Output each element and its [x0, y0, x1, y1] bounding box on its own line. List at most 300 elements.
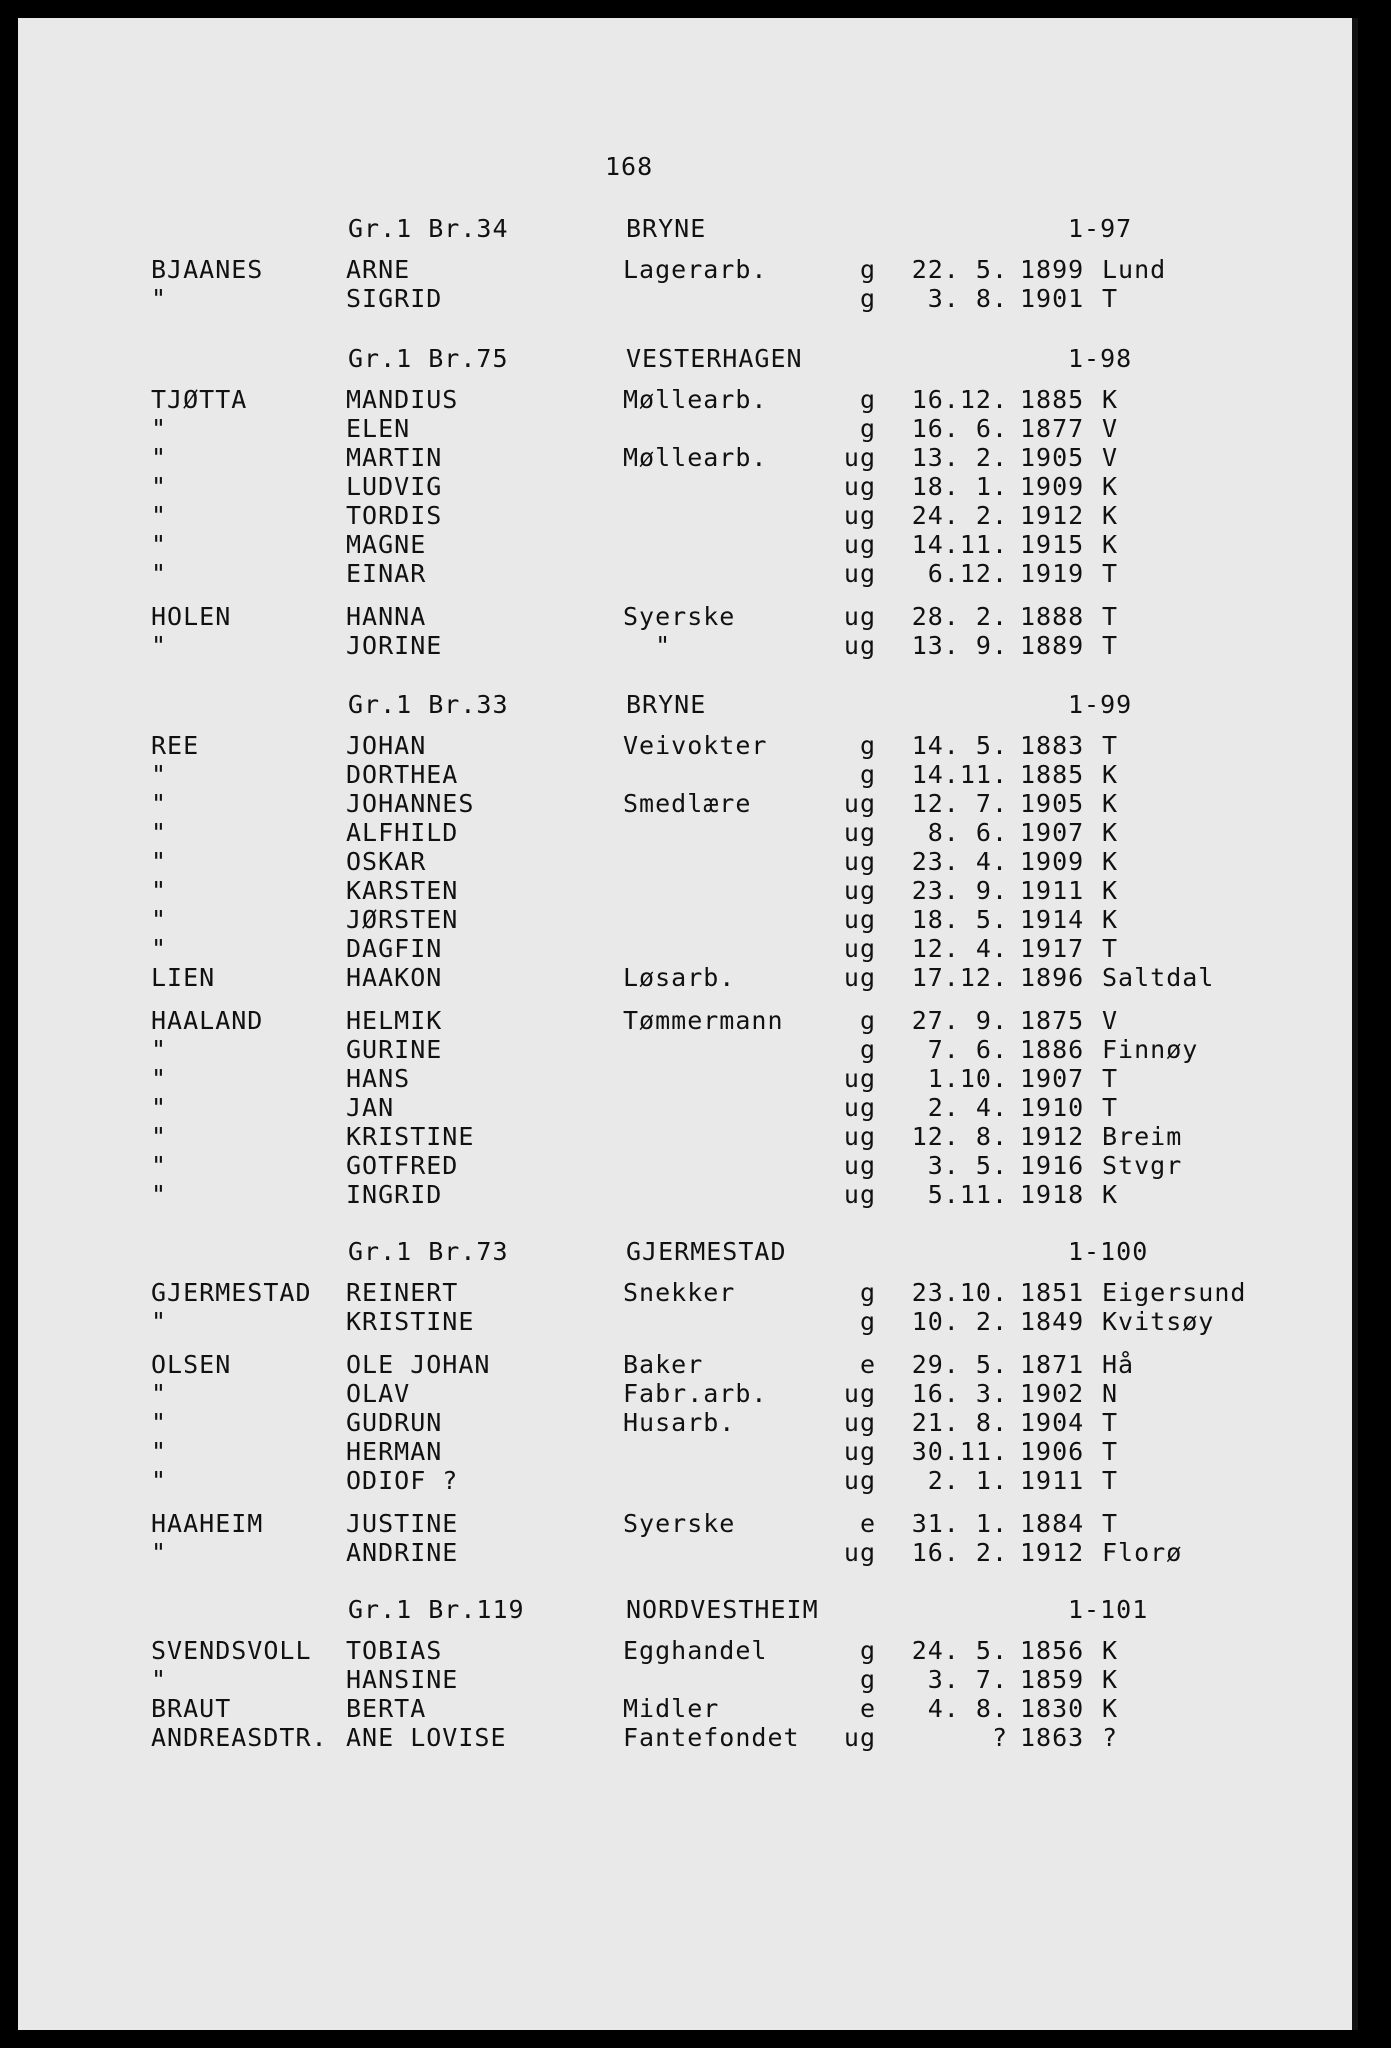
birth-year: 1915 [1020, 530, 1085, 559]
first-name: HERMAN [346, 1437, 443, 1466]
birth-parish: Stvgr [1102, 1151, 1183, 1180]
first-name: JOHAN [346, 731, 427, 760]
person-row [18, 1350, 1358, 1379]
first-name: JORINE [346, 631, 443, 660]
marital-status: g [859, 284, 876, 313]
birth-parish: T [1102, 934, 1119, 963]
birth-parish: K [1102, 847, 1119, 876]
person-row [18, 284, 1358, 313]
birth-parish: Breim [1102, 1122, 1183, 1151]
birth-year: 1904 [1020, 1408, 1085, 1437]
occupation: Syerske [623, 602, 736, 631]
person-row [18, 1509, 1358, 1538]
birth-date: 24. 2. [911, 501, 1008, 530]
marital-status: ug [843, 1538, 876, 1567]
person-row [18, 559, 1358, 588]
birth-date: 23. 9. [911, 876, 1008, 905]
surname: " [151, 760, 168, 789]
marital-status: ug [843, 905, 876, 934]
birth-parish: K [1102, 876, 1119, 905]
place-name: BRYNE [626, 214, 707, 243]
occupation: Møllearb. [623, 385, 768, 414]
birth-parish: K [1102, 1636, 1119, 1665]
marital-status: g [859, 1665, 876, 1694]
first-name: JØRSTEN [346, 905, 459, 934]
person-row [18, 760, 1358, 789]
marital-status: ug [843, 1180, 876, 1209]
birth-year: 1851 [1020, 1278, 1085, 1307]
birth-date: 2. 4. [927, 1093, 1008, 1122]
first-name: JUSTINE [346, 1509, 459, 1538]
birth-date: 2. 1. [927, 1466, 1008, 1495]
birth-date: 18. 1. [911, 472, 1008, 501]
person-row [18, 255, 1358, 284]
surname: BJAANES [151, 255, 264, 284]
first-name: TOBIAS [346, 1636, 443, 1665]
first-name: HELMIK [346, 1006, 443, 1035]
birth-year: 1905 [1020, 443, 1085, 472]
birth-date: 30.11. [911, 1437, 1008, 1466]
household-header [18, 1237, 1358, 1266]
household-code: 1-101 [1068, 1595, 1149, 1624]
marital-status: ug [843, 559, 876, 588]
first-name: KARSTEN [346, 876, 459, 905]
marital-status: ug [843, 1408, 876, 1437]
surname: " [151, 1064, 168, 1093]
surname: " [151, 847, 168, 876]
birth-parish: T [1102, 731, 1119, 760]
surname: " [151, 501, 168, 530]
birth-parish: Lund [1102, 255, 1167, 284]
marital-status: ug [843, 1122, 876, 1151]
birth-year: 1909 [1020, 847, 1085, 876]
birth-parish: T [1102, 602, 1119, 631]
birth-date: 31. 1. [911, 1509, 1008, 1538]
birth-date: 12. 7. [911, 789, 1008, 818]
occupation: Møllearb. [623, 443, 768, 472]
birth-date: 3. 8. [927, 284, 1008, 313]
occupation: Midler [623, 1694, 720, 1723]
marital-status: g [859, 1006, 876, 1035]
household-block [18, 1237, 1358, 1567]
surname: " [151, 1437, 168, 1466]
person-row [18, 602, 1358, 631]
birth-date: 17.12. [911, 963, 1008, 992]
birth-year: 1863 [1020, 1723, 1085, 1752]
surname: TJØTTA [151, 385, 248, 414]
surname: SVENDSVOLL [151, 1636, 312, 1665]
person-row [18, 1093, 1358, 1122]
person-row [18, 1064, 1358, 1093]
birth-date: 1.10. [927, 1064, 1008, 1093]
first-name: JAN [346, 1093, 395, 1122]
birth-year: 1888 [1020, 602, 1085, 631]
birth-parish: K [1102, 385, 1119, 414]
surname: " [151, 1408, 168, 1437]
birth-year: 1885 [1020, 385, 1085, 414]
person-row [18, 1006, 1358, 1035]
birth-date: 13. 2. [911, 443, 1008, 472]
birth-parish: K [1102, 818, 1119, 847]
marital-status: ug [843, 1151, 876, 1180]
occupation: Snekker [623, 1278, 736, 1307]
first-name: TORDIS [346, 501, 443, 530]
page-number: 168 [605, 152, 654, 181]
household-code: 1-99 [1068, 690, 1133, 719]
first-name: HANNA [346, 602, 427, 631]
marital-status: g [859, 414, 876, 443]
birth-year: 1910 [1020, 1093, 1085, 1122]
household-block [18, 214, 1358, 313]
group-building-number: Gr.1 Br.34 [348, 214, 509, 243]
birth-year: 1916 [1020, 1151, 1085, 1180]
first-name: SIGRID [346, 284, 443, 313]
surname: " [151, 414, 168, 443]
birth-date: 12. 4. [911, 934, 1008, 963]
person-row [18, 1665, 1358, 1694]
person-row [18, 1035, 1358, 1064]
birth-year: 1877 [1020, 414, 1085, 443]
surname: " [151, 818, 168, 847]
birth-date: 29. 5. [911, 1350, 1008, 1379]
marital-status: ug [843, 1093, 876, 1122]
birth-date: 24. 5. [911, 1636, 1008, 1665]
surname: " [151, 1466, 168, 1495]
birth-date: 8. 6. [927, 818, 1008, 847]
household-block [18, 690, 1358, 1209]
marital-status: g [859, 1035, 876, 1064]
birth-parish: K [1102, 501, 1119, 530]
birth-date: 27. 9. [911, 1006, 1008, 1035]
occupation: Løsarb. [623, 963, 736, 992]
person-row [18, 1408, 1358, 1437]
birth-year: 1901 [1020, 284, 1085, 313]
birth-date: 3. 7. [927, 1665, 1008, 1694]
marital-status: e [859, 1694, 876, 1723]
birth-year: 1889 [1020, 631, 1085, 660]
birth-date: 14.11. [911, 760, 1008, 789]
household-code: 1-100 [1068, 1237, 1149, 1266]
birth-parish: T [1102, 631, 1119, 660]
birth-parish: Hå [1102, 1350, 1135, 1379]
surname: " [151, 443, 168, 472]
household-header [18, 214, 1358, 243]
birth-year: 1859 [1020, 1665, 1085, 1694]
birth-date: 6.12. [927, 559, 1008, 588]
household-code: 1-98 [1068, 344, 1133, 373]
first-name: ANE LOVISE [346, 1723, 507, 1752]
first-name: MANDIUS [346, 385, 459, 414]
birth-parish: T [1102, 1437, 1119, 1466]
person-row [18, 1538, 1358, 1567]
person-row [18, 530, 1358, 559]
birth-date: 3. 5. [927, 1151, 1008, 1180]
household-block [18, 1595, 1358, 1752]
birth-year: 1911 [1020, 876, 1085, 905]
marital-status: ug [843, 847, 876, 876]
birth-year: 1886 [1020, 1035, 1085, 1064]
surname: HAALAND [151, 1006, 264, 1035]
birth-parish: V [1102, 443, 1119, 472]
first-name: EINAR [346, 559, 427, 588]
first-name: ARNE [346, 255, 411, 284]
first-name: KRISTINE [346, 1122, 475, 1151]
occupation: Tømmermann [623, 1006, 784, 1035]
first-name: ALFHILD [346, 818, 459, 847]
birth-year: 1907 [1020, 818, 1085, 847]
birth-parish: V [1102, 414, 1119, 443]
birth-year: 1896 [1020, 963, 1085, 992]
surname: " [151, 1538, 168, 1567]
household-code: 1-97 [1068, 214, 1133, 243]
first-name: INGRID [346, 1180, 443, 1209]
person-row [18, 1180, 1358, 1209]
surname: " [151, 1180, 168, 1209]
birth-parish: ? [1102, 1723, 1119, 1752]
birth-parish: K [1102, 905, 1119, 934]
occupation: Syerske [623, 1509, 736, 1538]
person-row [18, 1151, 1358, 1180]
birth-year: 1918 [1020, 1180, 1085, 1209]
marital-status: ug [843, 818, 876, 847]
person-row [18, 1122, 1358, 1151]
marital-status: ug [843, 1466, 876, 1495]
birth-year: 1830 [1020, 1694, 1085, 1723]
marital-status: ug [843, 1437, 876, 1466]
birth-parish: Florø [1102, 1538, 1183, 1567]
birth-date: 13. 9. [911, 631, 1008, 660]
group-building-number: Gr.1 Br.119 [348, 1595, 525, 1624]
birth-date: 16. 6. [911, 414, 1008, 443]
place-name: VESTERHAGEN [626, 344, 803, 373]
first-name: OLAV [346, 1379, 411, 1408]
marital-status: g [859, 731, 876, 760]
occupation: Fantefondet [623, 1723, 800, 1752]
first-name: MARTIN [346, 443, 443, 472]
occupation: Smedlære [623, 789, 752, 818]
birth-parish: T [1102, 559, 1119, 588]
person-row [18, 847, 1358, 876]
birth-parish: K [1102, 1665, 1119, 1694]
surname: " [151, 631, 168, 660]
birth-year: 1909 [1020, 472, 1085, 501]
birth-parish: K [1102, 789, 1119, 818]
birth-date: ? [991, 1723, 1008, 1752]
birth-parish: Kvitsøy [1102, 1307, 1215, 1336]
birth-year: 1856 [1020, 1636, 1085, 1665]
birth-year: 1884 [1020, 1509, 1085, 1538]
birth-year: 1912 [1020, 501, 1085, 530]
person-row [18, 963, 1358, 992]
birth-year: 1902 [1020, 1379, 1085, 1408]
surname: " [151, 530, 168, 559]
surname: " [151, 1122, 168, 1151]
birth-date: 14. 5. [911, 731, 1008, 760]
household-header [18, 1595, 1358, 1624]
birth-date: 16. 3. [911, 1379, 1008, 1408]
birth-year: 1907 [1020, 1064, 1085, 1093]
person-row [18, 1437, 1358, 1466]
birth-date: 18. 5. [911, 905, 1008, 934]
first-name: MAGNE [346, 530, 427, 559]
surname: " [151, 559, 168, 588]
first-name: LUDVIG [346, 472, 443, 501]
birth-year: 1917 [1020, 934, 1085, 963]
first-name: HANS [346, 1064, 411, 1093]
person-row [18, 631, 1358, 660]
surname: " [151, 876, 168, 905]
birth-year: 1849 [1020, 1307, 1085, 1336]
household-header [18, 690, 1358, 719]
person-row [18, 1466, 1358, 1495]
first-name: OSKAR [346, 847, 427, 876]
birth-date: 7. 6. [927, 1035, 1008, 1064]
marital-status: ug [843, 602, 876, 631]
first-name: ODIOF ? [346, 1466, 459, 1495]
marital-status: g [859, 255, 876, 284]
person-row [18, 789, 1358, 818]
first-name: OLE JOHAN [346, 1350, 491, 1379]
birth-year: 1906 [1020, 1437, 1085, 1466]
birth-date: 28. 2. [911, 602, 1008, 631]
marital-status: e [859, 1509, 876, 1538]
birth-date: 4. 8. [927, 1694, 1008, 1723]
first-name: DORTHEA [346, 760, 459, 789]
birth-parish: T [1102, 1466, 1119, 1495]
first-name: KRISTINE [346, 1307, 475, 1336]
marital-status: ug [843, 1064, 876, 1093]
birth-date: 16.12. [911, 385, 1008, 414]
person-row [18, 1307, 1358, 1336]
birth-parish: Saltdal [1102, 963, 1215, 992]
person-row [18, 501, 1358, 530]
person-row [18, 876, 1358, 905]
place-name: GJERMESTAD [626, 1237, 787, 1266]
household-header [18, 344, 1358, 373]
birth-date: 23. 4. [911, 847, 1008, 876]
birth-parish: K [1102, 1180, 1119, 1209]
marital-status: ug [843, 876, 876, 905]
birth-year: 1885 [1020, 760, 1085, 789]
birth-parish: K [1102, 760, 1119, 789]
surname: OLSEN [151, 1350, 232, 1379]
first-name: HAAKON [346, 963, 443, 992]
birth-year: 1871 [1020, 1350, 1085, 1379]
birth-parish: T [1102, 284, 1119, 313]
marital-status: ug [843, 789, 876, 818]
birth-year: 1905 [1020, 789, 1085, 818]
person-row [18, 1379, 1358, 1408]
birth-date: 10. 2. [911, 1307, 1008, 1336]
surname: REE [151, 731, 200, 760]
birth-parish: K [1102, 1694, 1119, 1723]
surname: " [151, 1151, 168, 1180]
surname: BRAUT [151, 1694, 232, 1723]
surname: " [151, 905, 168, 934]
person-row [18, 1694, 1358, 1723]
birth-parish: T [1102, 1093, 1119, 1122]
birth-year: 1883 [1020, 731, 1085, 760]
birth-parish: T [1102, 1509, 1119, 1538]
marital-status: g [859, 1307, 876, 1336]
marital-status: ug [843, 501, 876, 530]
person-row [18, 934, 1358, 963]
birth-year: 1899 [1020, 255, 1085, 284]
surname: ANDREASDTR. [151, 1723, 328, 1752]
surname: " [151, 1307, 168, 1336]
surname: " [151, 789, 168, 818]
birth-year: 1912 [1020, 1538, 1085, 1567]
person-row [18, 414, 1358, 443]
occupation: Lagerarb. [623, 255, 768, 284]
surname: " [151, 1665, 168, 1694]
birth-parish: V [1102, 1006, 1119, 1035]
person-row [18, 472, 1358, 501]
marital-status: ug [843, 443, 876, 472]
person-row [18, 731, 1358, 760]
marital-status: g [859, 1278, 876, 1307]
occupation: Fabr.arb. [623, 1379, 768, 1408]
person-row [18, 443, 1358, 472]
birth-parish: K [1102, 530, 1119, 559]
surname: GJERMESTAD [151, 1278, 312, 1307]
surname: " [151, 1379, 168, 1408]
surname: " [151, 284, 168, 313]
marital-status: e [859, 1350, 876, 1379]
surname: " [151, 1035, 168, 1064]
occupation: Husarb. [623, 1408, 736, 1437]
surname: HAAHEIM [151, 1509, 264, 1538]
surname: " [151, 1093, 168, 1122]
first-name: GURINE [346, 1035, 443, 1064]
first-name: ELEN [346, 414, 411, 443]
first-name: BERTA [346, 1694, 427, 1723]
birth-date: 5.11. [927, 1180, 1008, 1209]
birth-parish: K [1102, 472, 1119, 501]
first-name: REINERT [346, 1278, 459, 1307]
surname: " [151, 934, 168, 963]
occupation: Baker [623, 1350, 704, 1379]
marital-status: ug [843, 472, 876, 501]
person-row [18, 1723, 1358, 1752]
birth-year: 1912 [1020, 1122, 1085, 1151]
first-name: ANDRINE [346, 1538, 459, 1567]
person-row [18, 818, 1358, 847]
birth-date: 12. 8. [911, 1122, 1008, 1151]
surname: HOLEN [151, 602, 232, 631]
birth-parish: Eigersund [1102, 1278, 1247, 1307]
first-name: HANSINE [346, 1665, 459, 1694]
birth-date: 14.11. [911, 530, 1008, 559]
first-name: GOTFRED [346, 1151, 459, 1180]
birth-date: 21. 8. [911, 1408, 1008, 1437]
place-name: NORDVESTHEIM [626, 1595, 819, 1624]
birth-date: 22. 5. [911, 255, 1008, 284]
marital-status: ug [843, 934, 876, 963]
person-row [18, 1636, 1358, 1665]
marital-status: ug [843, 963, 876, 992]
place-name: BRYNE [626, 690, 707, 719]
group-building-number: Gr.1 Br.33 [348, 690, 509, 719]
marital-status: ug [843, 1379, 876, 1408]
birth-date: 23.10. [911, 1278, 1008, 1307]
group-building-number: Gr.1 Br.75 [348, 344, 509, 373]
person-row [18, 385, 1358, 414]
birth-year: 1911 [1020, 1466, 1085, 1495]
first-name: DAGFIN [346, 934, 443, 963]
birth-year: 1875 [1020, 1006, 1085, 1035]
census-page [18, 18, 1358, 2030]
